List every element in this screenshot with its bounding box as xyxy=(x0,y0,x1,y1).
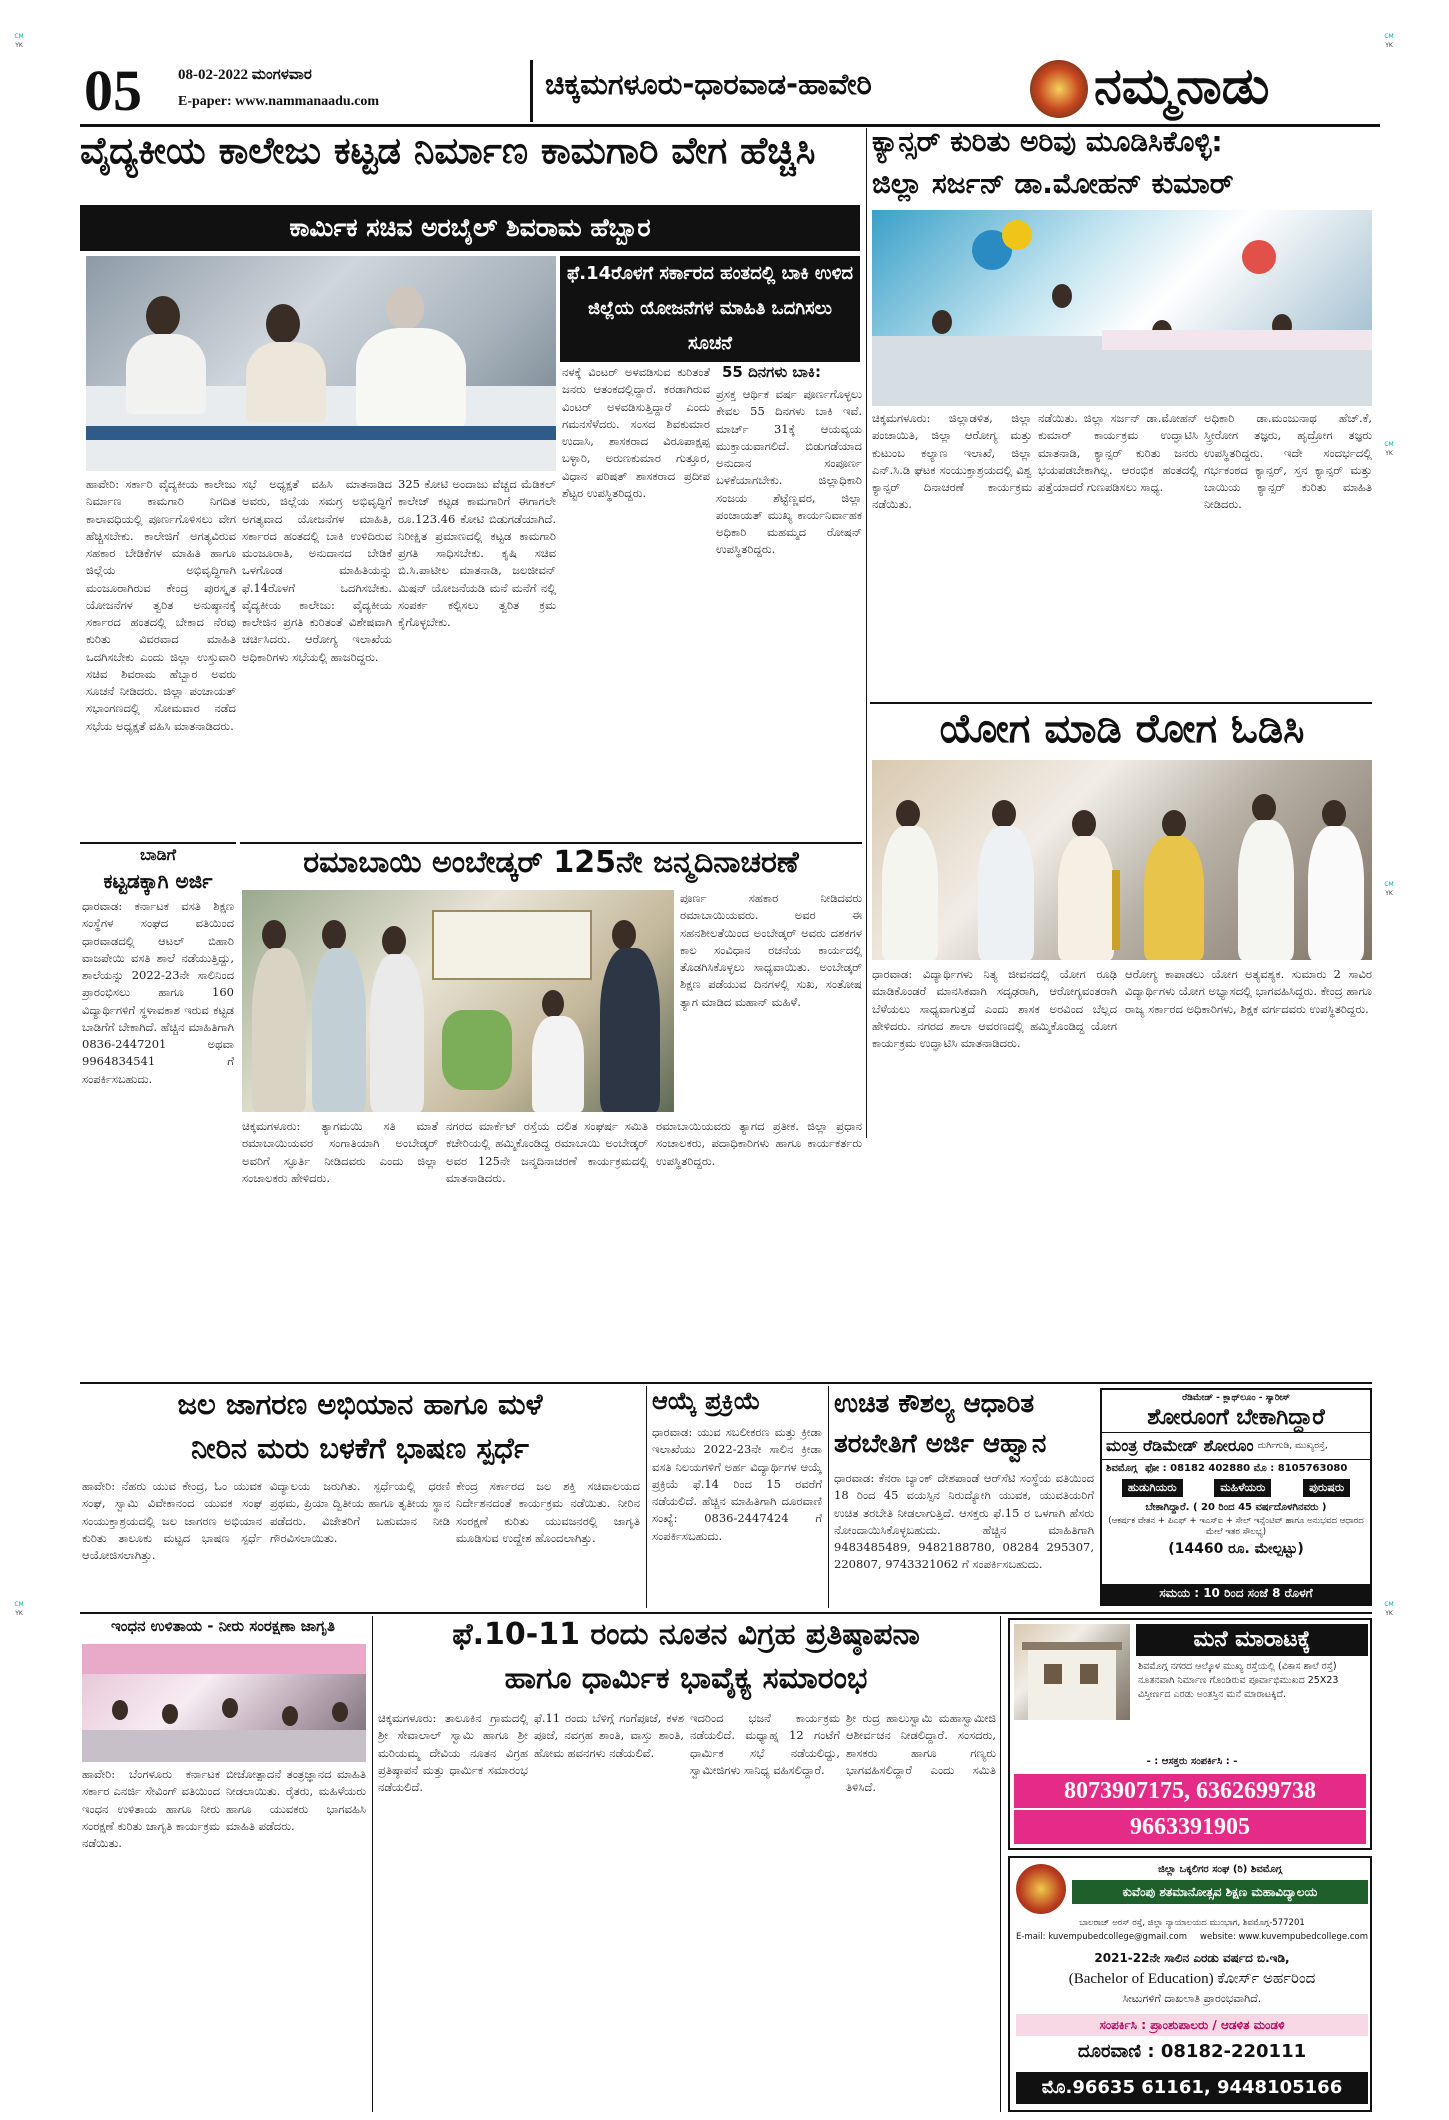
ramabai-tribute-photo xyxy=(242,890,674,1112)
water-headline-line2: ನೀರಿನ ಮರು ಬಳಕೆಗೆ ಭಾಷಣ ಸ್ಪರ್ಧೆ xyxy=(191,1431,529,1465)
yoga-text-col2: ಆರೋಗ್ಯ ಕಾಪಾಡಲು ಯೋಗ ಅತ್ಯವಶ್ಯಕ. ಸುಮಾರು 2 ಸಾವಿರ ವಿದ್ಯಾರ್ಥಿಗಳು ಯೋಗ ಅಭ್ಯಾಸದಲ್ಲಿ ಭಾಗವಹಿಸಿದ್ದರು. ಕೇಂದ್ರ ಹಾಗೂ ರಾಜ್ಯ ಸರ್ಕಾರದ ಅಧಿಕಾರಿಗಳು, ಶಿಕ್ಷಕ ವರ್ಗದವರು ಉಪಸ್ಥಿತರಿದ್ದರು. xyxy=(1125,967,1372,1016)
days-left-subhead: 55 ದಿನಗಳು ಬಾಕಿ: xyxy=(722,363,821,381)
registration-mark: CM YK xyxy=(14,1601,24,1617)
house-ad-phone1[interactable]: 8073907175, 6362699738 xyxy=(1014,1774,1366,1808)
medical-college-subhead: ಕಾರ್ಮಿಕ ಸಚಿವ ಅರಬೈಲ್ ಶಿವರಾಮ ಹೆಬ್ಬಾರ xyxy=(80,205,860,251)
college-emblem-icon xyxy=(1016,1864,1066,1914)
showroom-ad-shop: ಮಂತ್ರ ರೆಡಿಮೇಡ್ ಶೋರೂಂ xyxy=(1106,1436,1254,1456)
medical-college-headline: ವೈದ್ಯಕೀಯ ಕಾಲೇಜು ಕಟ್ಟಡ ನಿರ್ಮಾಣ ಕಾಮಗಾರಿ ವೇಗ ಹೆಚ್ಚಿಸಿ xyxy=(80,129,816,172)
rent-kicker: ಬಾಡಿಗೆ xyxy=(140,845,176,864)
temple-text-col3: ಇದರಿಂದ ಭಜನೆ ಕಾರ್ಯಕ್ರಮ ನಡೆಯಲಿದೆ. ಮಧ್ಯಾಹ್ನ 12 ಗಂಟೆಗೆ ಧಾರ್ಮಿಕ ಸಭೆ ನಡೆಯಲಿದ್ದು, ಸ್ವಾಮೀಜಿಗಳು ಸಾನಿಧ್ಯ ವಹಿಸಲಿದ್ದಾರೆ. xyxy=(690,1711,840,1777)
selection-headline: ಆಯ್ಕೆ ಪ್ರಕ್ರಿಯೆ xyxy=(652,1387,761,1415)
skill-headline-line2: ತರಬೇತಿಗೆ ಅರ್ಜಿ ಆಹ್ವಾನ xyxy=(834,1429,1047,1459)
showroom-role-women: ಮಹಿಳೆಯರು xyxy=(1214,1479,1271,1497)
showroom-job-ad xyxy=(1100,1388,1372,1606)
college-ad-phone2[interactable]: ಮೊ.96635 61161, 9448105166 xyxy=(1016,2072,1368,2104)
registration-mark: CM YK xyxy=(14,33,24,49)
water-text-col2: ವಿದ್ಯಾಲಯ ಜರುಗಿತು. ಸ್ಪರ್ಧೆಯಲ್ಲಿ ಧರಣಿ ಪ್ರಥಮ, ಪ್ರಿಯಾ ದ್ವಿತೀಯ ಹಾಗೂ ತೃತೀಯ ಸ್ಥಾನ ಪಡೆದರು. ವಿಜೇತರಿಗೆ ಬಹುಮಾನ ನೀಡಿ ಗೌರವಿಸಲಾಯಿತು. xyxy=(270,1479,450,1545)
medical-college-text-col2: ಸಭೆ ಅಧ್ಯಕ್ಷತೆ ವಹಿಸಿ ಮಾತನಾಡಿದ ಅವರು, ಜಿಲ್ಲೆಯ ಸಮಗ್ರ ಅಭಿವೃದ್ಧಿಗೆ ಅಗತ್ಯವಾದ ಯೋಜನೆಗಳ ಮಾಹಿತಿ, ಸರ್ಕಾರದ ಹಂತದಲ್ಲಿ ಬಾಕಿ ಉಳಿದಿರುವ ಮಂಜೂರಾತಿ, ಅನುದಾನದ ಬೇಡಿಕೆ ಒಳಗೊಂಡ ಮಾಹಿತಿಯನ್ನು ಫೆ.14ರೊಳಗೆ ಒದಗಿಸಬೇಕು. ವೈದ್ಯಕೀಯ ಕಾಲೇಜು: ವೈದ್ಯಕೀಯ ಕಾಲೇಜಿನ ಪ್ರಗತಿ ಕುರಿತಂತೆ ವಿಶೇಷವಾಗಿ ಚರ್ಚಿಸಿದರು. ಆರೋಗ್ಯ ಇಲಾಖೆಯ ಅಧಿಕಾರಿಗಳು ಸಭೆಯಲ್ಲಿ ಹಾಜರಿದ್ದರು. xyxy=(242,477,392,664)
college-ad-email[interactable]: E-mail: kuvempubedcollege@gmail.com xyxy=(1016,1932,1188,1942)
newspaper-logo-icon xyxy=(1030,60,1088,118)
college-ad-note: ಸೀಟುಗಳಿಗೆ ದಾಖಲಾತಿ ಪ್ರಾರಂಭವಾಗಿದೆ. xyxy=(1122,1992,1262,2005)
ramabai-text-right: ಪೂರ್ಣ ಸಹಕಾರ ನೀಡಿದವರು ರಮಾಬಾಯಿಯವರು. ಅವರ ಈ ಸಹನಶೀಲತೆಯಿಂದ ಅಂಬೇಡ್ಕರ್ ಅವರು ದಶಕಗಳ ಕಾಲ ಸಂವಿಧಾನ ರಚನೆಯ ಕಾರ್ಯದಲ್ಲಿ ತೊಡಗಿಸಿಕೊಳ್ಳಲು ಸಾಧ್ಯವಾಯಿತು. ಅಂಬೇಡ್ಕರ್ ಶಿಕ್ಷಣ ಪಡೆಯುವ ದಿನಗಳಲ್ಲಿ ಸುಖ, ಸಂತೋಷ ತ್ಯಾಗ ಮಾಡಿದ ಮಹಾನ್ ಮಹಿಳೆ. xyxy=(680,891,862,1009)
selection-text: ಧಾರವಾಡ: ಯುವ ಸಬಲೀಕರಣ ಮತ್ತು ಕ್ರೀಡಾ ಇಲಾಖೆಯು 2022-23ನೇ ಸಾಲಿನ ಕ್ರೀಡಾ ವಸತಿ ನಿಲಯಗಳಿಗೆ ಅರ್ಹ ವಿದ್ಯಾರ್ಥಿಗಳ ಆಯ್ಕೆ ಪ್ರಕ್ರಿಯೆ ಫೆ.14 ರಿಂದ 15 ರವರೆಗೆ ನಡೆಯಲಿದೆ. ಹೆಚ್ಚಿನ ಮಾಹಿತಿಗಾಗಿ ದೂರವಾಣಿ ಸಂಖ್ಯೆ: 0836-2447424 ಗೆ ಸಂಪರ್ಕಿಸಬಹುದು. xyxy=(652,1425,822,1543)
college-ad-contact: ಸಂಪರ್ಕಿಸಿ : ಪ್ರಾಂಶುಪಾಲರು / ಆಡಳಿತ ಮಂಡಳಿ xyxy=(1016,2014,1368,2036)
medical-college-highlight: ಫೆ.14ರೊಳಗೆ ಸರ್ಕಾರದ ಹಂತದಲ್ಲಿ ಬಾಕಿ ಉಳಿದ ಜಿಲ್ಲೆಯ ಯೋಜನೆಗಳ ಮಾಹಿತಿ ಒದಗಿಸಲು ಸೂಚನೆ xyxy=(560,256,860,362)
rent-text: ಧಾರವಾಡ: ಕರ್ನಾಟಕ ವಸತಿ ಶಿಕ್ಷಣ ಸಂಸ್ಥೆಗಳ ಸಂಘದ ವತಿಯಿಂದ ಧಾರವಾಡದಲ್ಲಿ ಆಟಲ್ ಬಿಹಾರಿ ವಾಜಪೇಯಿ ವಸತಿ ಶಾಲೆ ನಡೆಯುತ್ತಿದ್ದು, ಶಾಲೆಯನ್ನು 2022-23ನೇ ಸಾಲಿನಿಂದ ಪ್ರಾರಂಭಿಸಲು ಹಾಗೂ 160 ವಿದ್ಯಾರ್ಥಿಗಳಿಗೆ ಸ್ಥಳಾವಕಾಶ ಇರುವ ಕಟ್ಟಡ ಬಾಡಿಗೆಗೆ ಬೇಕಾಗಿದೆ. ಹೆಚ್ಚಿನ ಮಾಹಿತಿಗಾಗಿ 0836-2447201 ಅಥವಾ 9964834541 ಗೆ ಸಂಪರ್ಕಿಸಬಹುದು. xyxy=(82,899,234,1086)
college-ad-society: ಜಿಲ್ಲಾ ಒಕ್ಕಲಿಗರ ಸಂಘ (ರಿ) ಶಿವಮೊಗ್ಗ xyxy=(1158,1864,1282,1875)
house-sale-ad xyxy=(1008,1618,1372,1850)
yoga-text-col1: ಧಾರವಾಡ: ವಿದ್ಯಾರ್ಥಿಗಳು ನಿತ್ಯ ಜೀವನದಲ್ಲಿ ಯೋಗ ರೂಢಿ ಮಾಡಿಕೊಂಡರೆ ಮಾನಸಿಕವಾಗಿ ಸದೃಢರಾಗಿ, ಆರೋಗ್ಯವಂತರಾಗಿ ಬೆಳೆಯಲು ಸಾಧ್ಯವಾಗುತ್ತದೆ ಎಂದು ಶಾಸಕ ಅರವಿಂದ ಬೆಲ್ಲದ ಹೇಳಿದರು. ನಗರದ ಶಾಲಾ ಆವರಣದಲ್ಲಿ ಹಮ್ಮಿಕೊಂಡಿದ್ದ ಯೋಗ ಕಾರ್ಯಕ್ರಮ ಉದ್ಘಾಟಿಸಿ ಮಾತನಾಡಿದರು. xyxy=(872,967,1117,1050)
skill-headline-line1: ಉಚಿತ ಕೌಶಲ್ಯ ಆಧಾರಿತ xyxy=(834,1389,1035,1419)
house-photo xyxy=(1014,1624,1130,1720)
newspaper-name: ನಮ್ಮನಾಡು xyxy=(1094,57,1270,115)
edition-name: ಚಿಕ್ಕಮಗಳೂರು-ಧಾರವಾಡ-ಹಾವೇರಿ xyxy=(545,67,872,101)
ramabai-headline: ರಮಾಬಾಯಿ ಅಂಬೇಡ್ಕರ್ 125ನೇ ಜನ್ಮದಿನಾಚರಣೆ xyxy=(303,845,799,880)
registration-mark: CM YK xyxy=(1384,33,1394,49)
cancer-event-photo xyxy=(872,210,1372,406)
meeting-photo xyxy=(86,256,556,471)
showroom-role-girls: ಹುಡುಗಿಯರು xyxy=(1122,1479,1183,1497)
cancer-headline-line2: ಜಿಲ್ಲಾ ಸರ್ಜನ್ ಡಾ.ಮೋಹನ್ ಕುಮಾರ್ xyxy=(872,167,1234,200)
temple-text-col4: ಶ್ರೀ ರುದ್ರ ಹಾಲುಸ್ವಾಮಿ ಮಹಾಸ್ವಾಮೀಜಿ ಆಶೀರ್ವಚನ ನೀಡಲಿದ್ದಾರೆ. ಸಂಸದರು, ಶಾಸಕರು ಹಾಗೂ ಗಣ್ಯರು ಭಾಗವಹಿಸಲಿದ್ದಾರೆ ಎಂದು ಸಮಿತಿ ತಿಳಿಸಿದೆ. xyxy=(846,1711,996,1794)
medical-college-text-col3: 325 ಕೋಟಿ ಅಂದಾಜು ವೆಚ್ಚದ ಮೆಡಿಕಲ್ ಕಾಲೇಜ್ ಕಟ್ಟಡ ಕಾಮಗಾರಿಗೆ ಈಗಾಗಲೇ ರೂ.123.46 ಕೋಟಿ ಬಿಡುಗಡೆಯಾಗಿದೆ. ನಿರೀಕ್ಷಿತ ಪ್ರಮಾಣದಲ್ಲಿ ಕಟ್ಟಡ ಕಾಮಗಾರಿ ಪ್ರಗತಿ ಸಾಧಿಸಬೇಕು. ಕೃಷಿ ಸಚಿವ ಬಿ.ಸಿ.ಪಾಟೀಲ ಮಾತನಾಡಿ, ಜಲಜೀವನ್ ಮಿಷನ್ ಯೋಜನೆಯಡಿ ಮನೆ ಮನೆಗೆ ನಲ್ಲಿ ಸಂಪರ್ಕ ಕಲ್ಪಿಸಲು ತ್ವರಿತ ಕ್ರಮ ಕೈಗೊಳ್ಳಬೇಕು. xyxy=(398,477,556,629)
cancer-text-col1: ಚಿಕ್ಕಮಗಳೂರು: ಜಿಲ್ಲಾಡಳಿತ, ಜಿಲ್ಲಾ ಪಂಚಾಯಿತಿ, ಜಿಲ್ಲಾ ಆರೋಗ್ಯ ಮತ್ತು ಕುಟುಂಬ ಕಲ್ಯಾಣ ಇಲಾಖೆ, ಜಿಲ್ಲಾ ಎನ್.ಸಿ.ಡಿ ಘಟಕ ಸಂಯುಕ್ತಾಶ್ರಯದಲ್ಲಿ ವಿಶ್ವ ಕ್ಯಾನ್ಸರ್ ದಿನಾಚರಣೆ ಕಾರ್ಯಕ್ರಮ ನಡೆಯಿತು. xyxy=(872,411,1032,512)
temple-headline-line1: ಫೆ.10-11 ರಂದು ನೂತನ ವಿಗ್ರಹ ಪ್ರತಿಷ್ಠಾಪನಾ xyxy=(452,1617,920,1652)
house-ad-title: ಮನೆ ಮಾರಾಟಕ್ಕೆ xyxy=(1136,1624,1368,1656)
fuel-headline: ಇಂಧನ ಉಳಿತಾಯ - ನೀರು ಸಂರಕ್ಷಣಾ ಜಾಗೃತಿ xyxy=(111,1617,335,1635)
college-ad-year: 2021-22ನೇ ಸಾಲಿನ ಎರಡು ವರ್ಷದ ಬಿ.ಇಡಿ, xyxy=(1094,1951,1290,1965)
bed-college-ad xyxy=(1008,1856,1372,2112)
showroom-ad-city: ಶಿವಮೊಗ್ಗ xyxy=(1106,1463,1138,1475)
temple-headline-line2: ಹಾಗೂ ಧಾರ್ಮಿಕ ಭಾವೈಕ್ಯ ಸಮಾರಂಭ xyxy=(504,1661,868,1696)
medical-college-text-col4: ನಳಕ್ಕೆ ವಿಂಟರ್ ಅಳವಡಿಸುವ ಕುರಿತಂತೆ ಜನರು ಆತಂಕದಲ್ಲಿದ್ದಾರೆ. ಕರಡಾಗಿರುವ ವಿಂಟರ್ ಅಳವಡಿಸುತ್ತಿದ್ದಾರೆ ಎಂದು ಗಮನಸೆಳೆದರು. ಸಂಸದ ಶಿವಕುಮಾರ ಉದಾಸಿ, ಶಾಸಕರಾದ ವಿರೂಪಾಕ್ಷಪ್ಪ ಬಳ್ಳಾರಿ, ಅರುಣಕುಮಾರ ಗುತ್ತೂರ, ವಿಧಾನ ಪರಿಷತ್ ಶಾಸಕರಾದ ಪ್ರದೀಪ ಶೆಟ್ಟರ ಉಪಸ್ಥಿತರಿದ್ದರು. xyxy=(562,365,710,500)
college-ad-phone1[interactable]: ದೂರವಾಣಿ : 08182-220111 xyxy=(1077,2041,1307,2062)
college-ad-website[interactable]: website: www.kuvempubedcollege.com xyxy=(1200,1932,1368,1942)
showroom-ad-title: ಶೋರೂಂಗೆ ಬೇಕಾಗಿದ್ದಾರೆ xyxy=(1147,1405,1325,1430)
house-ad-body: ಶಿವಮೊಗ್ಗ ನಗರದ ಆಲ್ಕೊಳ ಮುಖ್ಯ ರಸ್ತೆಯಲ್ಲಿ (ವಿಕಾಸ ಶಾಲೆ ರಸ್ತೆ) ನೂತನವಾಗಿ ನಿರ್ಮಾಣ ಗೊಂಡಿರುವ ಪೂರ್ವಾಭಿಮುಖದ 25X23 ವಿಸ್ತೀರ್ಣದ ಎರಡು ಅಂತಸ್ತಿನ ಮನೆ ಮಾರಾಟಕ್ಕಿದೆ. xyxy=(1138,1661,1339,1700)
rent-headline: ಕಟ್ಟಡಕ್ಕಾಗಿ ಅರ್ಜಿ xyxy=(103,869,213,893)
registration-mark: CM YK xyxy=(1384,441,1394,457)
temple-text-col2: ಫೆ.11 ರಂದು ಬೆಳಿಗ್ಗೆ ಗಂಗೆಪೂಜೆ, ಕಳಶ ಪೂಜೆ, ನವಗ್ರಹ ಶಾಂತಿ, ವಾಸ್ತು ಶಾಂತಿ, ಹೋಮ ಹವನಗಳು ನಡೆಯಲಿವೆ. xyxy=(534,1711,684,1760)
fuel-text-col1: ಹಾವೇರಿ: ಬೆಂಗಳೂರು ಕರ್ನಾಟಕ ಸರ್ಕಾರ ಎನರ್ಜಿ ಸೇವಿಂಗ್ ವತಿಯಿಂದ ಇಂಧನ ಉಳಿತಾಯ ಹಾಗೂ ನೀರು ಸಂರಕ್ಷಣೆ ಕುರಿತು ಜಾಗೃತಿ ಕಾರ್ಯಕ್ರಮ ನಡೆಯಿತು. xyxy=(82,1767,220,1850)
medical-college-text-col1: ಹಾವೇರಿ: ಸರ್ಕಾರಿ ವೈದ್ಯಕೀಯ ಕಾಲೇಜು ನಿರ್ಮಾಣ ಕಾಮಗಾರಿ ನಿಗದಿತ ಕಾಲಾವಧಿಯಲ್ಲಿ ಪೂರ್ಣಗೊಳಿಸಲು ವೇಗ ಹೆಚ್ಚಿಸಬೇಕು. ಕಾಲೇಜಿಗೆ ಅಗತ್ಯವಿರುವ ಸಹಕಾರ ಬೇಡಿಕೆಗಳ ಮಾಹಿತಿ ಹಾಗೂ ಜಿಲ್ಲೆಯ ಅಭಿವೃದ್ಧಿಗಾಗಿ ಮಂಜೂರಾಗಿರುವ ಕೇಂದ್ರ ಪುರಸ್ಕೃತ ಯೋಜನೆಗಳ ತ್ವರಿತ ಅನುಷ್ಠಾನಕ್ಕೆ ಸರ್ಕಾರದ ಹಂತದಲ್ಲಿ ಬೇಕಾದ ನೆರವು ಕುರಿತು ವಿವರವಾದ ಮಾಹಿತಿ ಒದಗಿಸಬೇಕು ಎಂದು ಜಿಲ್ಲಾ ಉಸ್ತುವಾರಿ ಸಚಿವ ಶಿವರಾಮ ಹೆಬ್ಬಾರ ಅವರು ಸೂಚನೆ ನೀಡಿದರು. ಜಿಲ್ಲಾ ಪಂಚಾಯತ್ ಸಭಾಂಗಣದಲ್ಲಿ ಸೋಮವಾರ ನಡೆದ ಸಭೆಯ ಅಧ್ಯಕ್ಷತೆ ವಹಿಸಿ ಮಾತನಾಡಿದರು. xyxy=(86,477,236,733)
registration-mark: CM YK xyxy=(1384,1601,1394,1617)
skill-text: ಧಾರವಾಡ: ಕೆನರಾ ಬ್ಯಾಂಕ್ ದೇಶಪಾಂಡೆ ಆರ್‌ಸೆಟಿ ಸಂಸ್ಥೆಯ ವತಿಯಿಂದ 18 ರಿಂದ 45 ವಯಸ್ಸಿನ ನಿರುದ್ಯೋಗಿ ಯುವಕ, ಯುವತಿಯರಿಗೆ ಉಚಿತ ತರಬೇತಿ ನೀಡಲಾಗುತ್ತಿದೆ. ಆಸಕ್ತರು ಫೆ.15 ರ ಒಳಗಾಗಿ ಹೆಸರು ನೋಂದಾಯಿಸಿಕೊಳ್ಳಬಹುದು. ಹೆಚ್ಚಿನ ಮಾಹಿತಿಗಾಗಿ 9483485489, 9482188780, 08284 295307, 220807, 9743321062 ಗೆ ಸಂಪರ್ಕಿಸಬಹುದು. xyxy=(834,1471,1094,1572)
house-ad-contact-label: - : ಆಸಕ್ತರು ಸಂಪರ್ಕಿಸಿ : - xyxy=(1146,1756,1238,1767)
cancer-text-col2: ನಡೆಯಿತು. ಜಿಲ್ಲಾ ಸರ್ಜನ್ ಡಾ.ಮೋಹನ್ ಕುಮಾರ್ ಕಾರ್ಯಕ್ರಮ ಉದ್ಘಾಟಿಸಿ ಮಾತನಾಡಿ, ಕ್ಯಾನ್ಸರ್ ಕುರಿತು ಜನರು ಭಯಪಡಬೇಕಾಗಿಲ್ಲ. ಆರಂಭಿಕ ಹಂತದಲ್ಲಿ ಪತ್ತೆಯಾದರೆ ಗುಣಪಡಿಸಲು ಸಾಧ್ಯ. xyxy=(1038,411,1198,494)
water-text-col1: ಹಾವೇರಿ: ನೆಹರು ಯುವ ಕೇಂದ್ರ, ಓಂ ಯುವಕ ಸಂಘ, ಸ್ವಾಮಿ ವಿವೇಕಾನಂದ ಯುವಕ ಸಂಘ ಸಂಯುಕ್ತಾಶ್ರಯದಲ್ಲಿ ಜಲ ಜಾಗರಣ ಅಭಿಯಾನ ಕುರಿತು ತಾಲೂಕು ಮಟ್ಟದ ಭಾಷಣ ಸ್ಪರ್ಧೆ ಆಯೋಜಿಸಲಾಗಿತ್ತು. xyxy=(82,1479,262,1562)
ramabai-text-col1: ಚಿಕ್ಕಮಗಳೂರು: ತ್ಯಾಗಮಯಿ ಸತಿ ಮಾತೆ ರಮಾಬಾಯಿಯವರ ಸಂಗಾತಿಯಾಗಿ ಅಂಬೇಡ್ಕರ್ ಅವರಿಗೆ ಸ್ಫೂರ್ತಿ ನೀಡಿದವರು ಎಂದು ಜಿಲ್ಲಾ ಸಂಚಾಲಕರು ಹೇಳಿದರು. xyxy=(242,1119,438,1185)
fuel-text-col2: ಬೀಜೋತ್ಪಾದನೆ ತಂತ್ರಜ್ಞಾನದ ಮಾಹಿತಿ ನೀಡಲಾಯಿತು. ರೈತರು, ಮಹಿಳೆಯರು ಹಾಗೂ ಯುವಕರು ಭಾಗವಹಿಸಿ ಮಾಹಿತಿ ಪಡೆದರು. xyxy=(226,1767,366,1833)
yoga-headline: ಯೋಗ ಮಾಡಿ ರೋಗ ಓಡಿಸಿ xyxy=(939,706,1305,752)
college-ad-name: ಕುವೆಂಪು ಶತಮಾನೋತ್ಸವ ಶಿಕ್ಷಣ ಮಹಾವಿದ್ಯಾಲಯ xyxy=(1072,1880,1368,1904)
college-ad-address: ಬಾಲರಾಜ್ ಅರಸ್ ರಸ್ತೆ, ಜಿಲ್ಲಾ ನ್ಯಾಯಾಲಯದ ಮುಂಭಾಗ, ಶಿವಮೊಗ್ಗ-577201 xyxy=(1079,1918,1305,1928)
temple-text-col1: ಚಿಕ್ಕಮಗಳೂರು: ತಾಲೂಕಿನ ಗ್ರಾಮದಲ್ಲಿ ಶ್ರೀ ಸೇವಾಲಾಲ್ ಸ್ವಾಮಿ ಹಾಗೂ ಶ್ರೀ ಮರಿಯಮ್ಮ ದೇವಿಯ ನೂತನ ವಿಗ್ರಹ ಪ್ರತಿಷ್ಠಾಪನೆ ಮತ್ತು ಧಾರ್ಮಿಕ ಸಮಾರಂಭ ನಡೆಯಲಿದೆ. xyxy=(378,1711,528,1794)
medical-college-text-col5: ಪ್ರಸಕ್ತ ಆರ್ಥಿಕ ವರ್ಷ ಪೂರ್ಣಗೊಳ್ಳಲು ಕೇವಲ 55 ದಿನಗಳು ಬಾಕಿ ಇವೆ. ಮಾರ್ಚ್ 31ಕ್ಕೆ ಆಯವ್ಯಯ ಮುಕ್ತಾಯವಾಗಲಿದೆ. ಬಿಡುಗಡೆಯಾದ ಅನುದಾನ ಸಂಪೂರ್ಣ ಬಳಕೆಯಾಗಬೇಕು. ಜಿಲ್ಲಾಧಿಕಾರಿ ಸಂಜಯ ಶೆಟ್ಟೆಣ್ಣವರ, ಜಿಲ್ಲಾ ಪಂಚಾಯತ್ ಮುಖ್ಯ ಕಾರ್ಯನಿರ್ವಾಹಕ ಅಧಿಕಾರಿ ಮಹಮ್ಮದ ರೋಷನ್ ಉಪಸ್ಥಿತರಿದ್ದರು. xyxy=(716,387,862,557)
date-line: 08-02-2022 ಮಂಗಳವಾರ xyxy=(178,67,312,83)
ramabai-text-col2: ನಗರದ ಮಾರ್ಕೆಟ್ ರಸ್ತೆಯ ದಲಿತ ಸಂಘರ್ಷ ಸಮಿತಿ ಕಚೇರಿಯಲ್ಲಿ ಹಮ್ಮಿಕೊಂಡಿದ್ದ ರಮಾಬಾಯಿ ಅಂಬೇಡ್ಕರ್ ಅವರ 125ನೇ ಜನ್ಮದಿನಾಚರಣೆ ಕಾರ್ಯಕ್ರಮದಲ್ಲಿ ಮಾತನಾಡಿದರು. xyxy=(446,1119,648,1185)
epaper-link[interactable]: E-paper: www.nammanaadu.com xyxy=(178,94,380,109)
registration-mark: CM YK xyxy=(1384,881,1394,897)
showroom-ad-salary: (14460 ರೂ. ಮೇಲ್ಪಟ್ಟು) xyxy=(1168,1541,1304,1558)
water-text-col3: ಕೇಂದ್ರ ಸರ್ಕಾರದ ಜಲ ಶಕ್ತಿ ಸಚಿವಾಲಯದ ನಿರ್ದೇಶನದಂತೆ ಕಾರ್ಯಕ್ರಮ ನಡೆಯಿತು. ನೀರಿನ ಸಂರಕ್ಷಣೆ ಕುರಿತು ಯುವಜನರಲ್ಲಿ ಜಾಗೃತಿ ಮೂಡಿಸುವ ಉದ್ದೇಶ ಹೊಂದಲಾಗಿತ್ತು. xyxy=(456,1479,640,1545)
showroom-ad-phone[interactable]: ಫೋ : 08182 402880 ಮೊ : 8105763080 xyxy=(1145,1463,1348,1475)
yoga-lamp-lighting-photo xyxy=(872,760,1372,960)
page-number: 05 xyxy=(84,58,142,123)
water-headline-line1: ಜಲ ಜಾಗರಣ ಅಭಿಯಾನ ಹಾಗೂ ಮಳೆ xyxy=(177,1387,543,1421)
showroom-ad-timing: ಸಮಯ : 10 ರಿಂದ ಸಂಜೆ 8 ರೊಳಗೆ xyxy=(1102,1584,1370,1604)
showroom-ad-address: ದುರ್ಗಿಗುಡಿ, ಮುಖ್ಯರಸ್ತೆ, xyxy=(1257,1441,1328,1452)
college-ad-course: (Bachelor of Education) ಕೋರ್ಸ್ ಅರ್ಹರಿಂದ xyxy=(1068,1971,1316,1987)
ramabai-text-col3: ರಮಾಬಾಯಿಯವರು ತ್ಯಾಗದ ಪ್ರತೀಕ. ಜಿಲ್ಲಾ ಪ್ರಧಾನ ಸಂಚಾಲಕರು, ಪದಾಧಿಕಾರಿಗಳು ಹಾಗೂ ಕಾರ್ಯಕರ್ತರು ಉಪಸ್ಥಿತರಿದ್ದರು. xyxy=(656,1119,862,1168)
showroom-ad-benefits: (ಆಕರ್ಷಕ ವೇತನ + ಪಿಎಫ್ + ಇಎಸ್ಐ + ಸೇಲ್ ಇನ್ಸೆಂಟಿವ್ ಹಾಗೂ ಅನುಭವದ ಆಧಾರದ ಮೇಲೆ ಇತರ ಸೌಲಭ್ಯ) xyxy=(1108,1516,1364,1538)
showroom-ad-topline: ರೆಡಿಮೇಡ್ - ಕ್ಲಾಥ್‌ಲೂಂ - ಸ್ಯಾರೀಸ್ xyxy=(1182,1393,1290,1403)
fuel-awareness-photo xyxy=(82,1644,366,1762)
showroom-role-men: ಪುರುಷರು xyxy=(1303,1479,1350,1497)
cancer-headline-line1: ಕ್ಯಾನ್ಸರ್ ಕುರಿತು ಅರಿವು ಮೂಡಿಸಿಕೊಳ್ಳಿ: xyxy=(872,125,1223,158)
house-ad-phone2[interactable]: 9663391905 xyxy=(1014,1810,1366,1844)
cancer-text-col3: ಅಧಿಕಾರಿ ಡಾ.ಮಂಜುನಾಥ ಹೆಚ್.ಕೆ, ಸ್ತ್ರೀರೋಗ ತಜ್ಞರು, ಹೃದ್ರೋಗ ತಜ್ಞರು ಉಪಸ್ಥಿತರಿದ್ದರು. ಇದೇ ಸಂದರ್ಭದಲ್ಲಿ ಗರ್ಭಕಂಠದ ಕ್ಯಾನ್ಸರ್, ಸ್ತನ ಕ್ಯಾನ್ಸರ್ ಮತ್ತು ಬಾಯಿಯ ಕ್ಯಾನ್ಸರ್ ಕುರಿತು ಮಾಹಿತಿ ನೀಡಿದರು. xyxy=(1204,411,1372,512)
showroom-ad-age: ಬೇಕಾಗಿದ್ದಾರೆ. ( 20 ರಿಂದ 45 ವರ್ಷದೊಳಗಿನವರು ) xyxy=(1145,1502,1327,1514)
